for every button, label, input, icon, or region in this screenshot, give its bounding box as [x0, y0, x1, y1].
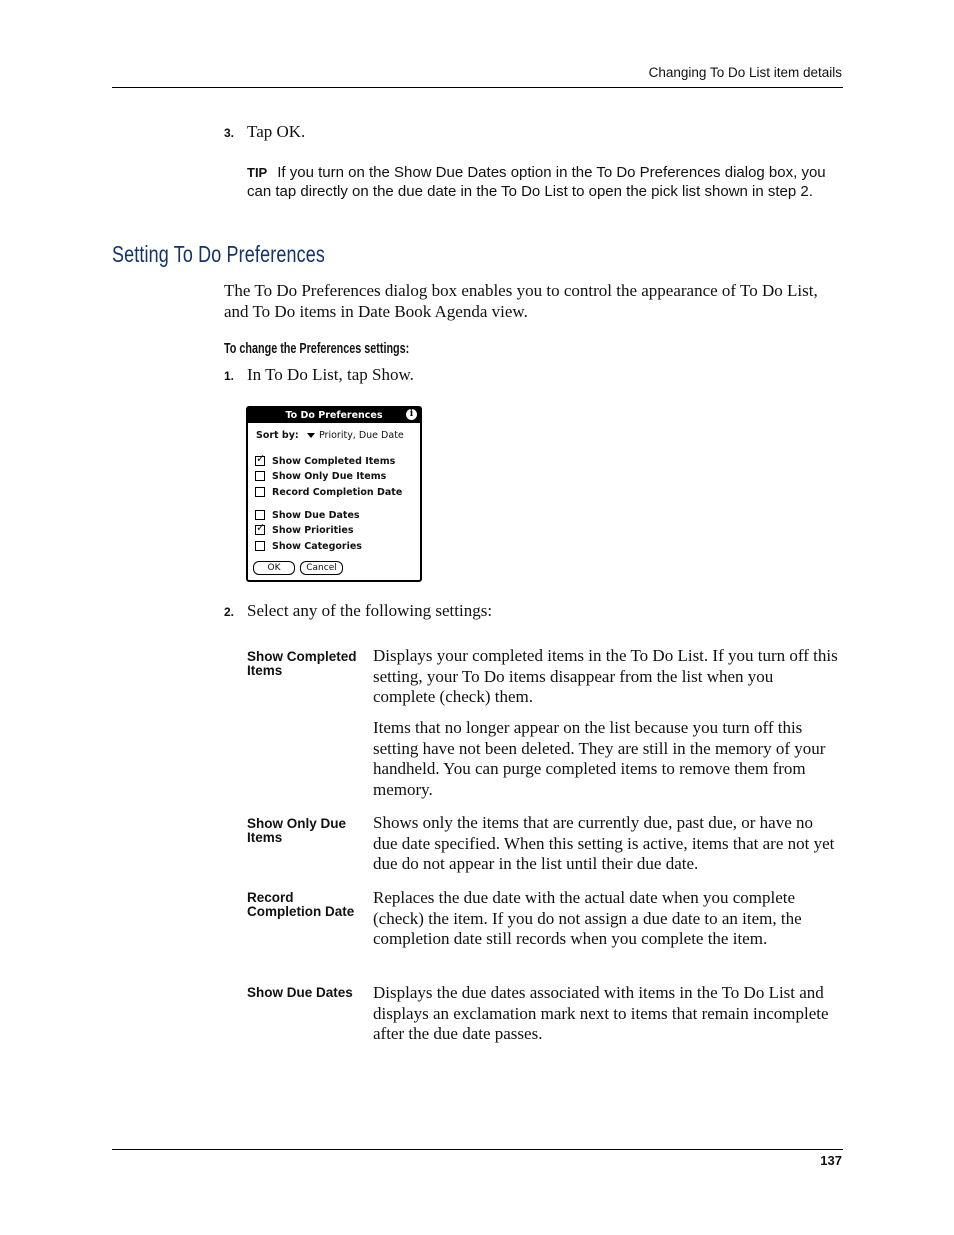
page-number: 137: [820, 1153, 842, 1168]
dropdown-triangle-icon: [307, 433, 315, 438]
setting-term: Show Completed Items: [247, 649, 357, 678]
setting-description: Displays the due dates associated with items in the To Do List and displays an exclamation mark next to items that remain incomplete after the due date passes.: [373, 983, 829, 1043]
checkbox-icon[interactable]: [255, 487, 265, 497]
tip-text: If you turn on the Show Due Dates option in the To Do Preferences dialog box, you can tap directly on the due date in the To Do List to open the pick list shown in step 2.: [247, 164, 826, 200]
checkbox-icon[interactable]: [255, 541, 265, 551]
step-3-text: Tap OK.: [247, 122, 306, 141]
step-2-number: 2.: [224, 605, 235, 619]
setting-description: Items that no longer appear on the list because you turn off this setting have not been deleted. They are still in the memory of your handheld. You can purge completed items to remove them from memory.: [373, 718, 826, 799]
checkbox-icon[interactable]: [255, 471, 265, 481]
running-header: Changing To Do List item details: [648, 65, 842, 80]
checkbox-checked-icon[interactable]: [255, 456, 265, 466]
option-label: Show Only Due Items: [272, 470, 387, 482]
step-2-text: Select any of the following settings:: [247, 601, 493, 620]
step-1-number: 1.: [224, 369, 235, 383]
header-rule: [112, 87, 843, 88]
footer-rule: [112, 1149, 843, 1150]
step-1-text: In To Do List, tap Show.: [247, 365, 414, 384]
option-label: Show Priorities: [272, 524, 354, 536]
dialog-title: To Do Preferences: [285, 410, 383, 421]
info-icon[interactable]: i: [406, 409, 417, 420]
option-label: Show Completed Items: [272, 455, 396, 467]
sort-by-select[interactable]: [307, 430, 404, 441]
tip-label: TIP: [247, 165, 268, 180]
setting-description: Shows only the items that are currently due, past due, or have no due date specified. When this setting is active, items that are not yet due do not appear in the list until their due date.: [373, 813, 835, 873]
ok-button[interactable]: OK: [253, 561, 295, 575]
setting-description: Displays your completed items in the To Do List. If you turn off this setting, your To Do items disappear from the list when you complete (check) them.: [373, 646, 838, 706]
preferences-dialog: [246, 406, 422, 582]
sort-by-value: Priority, Due Date: [319, 430, 404, 441]
option-label: Record Completion Date: [272, 486, 403, 498]
option-show-only-due-items[interactable]: [255, 470, 386, 482]
option-show-due-dates[interactable]: [255, 509, 360, 521]
option-show-priorities[interactable]: [255, 524, 353, 536]
setting-term: Record Completion Date: [247, 890, 355, 919]
option-label: Show Due Dates: [272, 509, 360, 521]
option-label: Show Categories: [272, 540, 362, 552]
checkbox-icon[interactable]: [255, 510, 265, 520]
section-intro: The To Do Preferences dialog box enables you to control the appearance of To Do List, and To Do items in Date Book Agenda view.: [224, 281, 818, 321]
dialog-title-bar: [248, 408, 420, 423]
procedure-heading: To change the Preferences settings:: [224, 340, 410, 357]
setting-term: Show Due Dates: [247, 985, 353, 1000]
option-show-completed-items[interactable]: [255, 455, 395, 467]
setting-description: Replaces the due date with the actual date when you complete (check) the item. If you do not assign a due date to an item, the completion date still records when you complete the item.: [373, 888, 802, 948]
tip-note: [247, 163, 837, 201]
section-heading: Setting To Do Preferences: [112, 241, 325, 267]
checkbox-checked-icon[interactable]: [255, 525, 265, 535]
sort-by-label: Sort by:: [256, 430, 299, 441]
cancel-button[interactable]: Cancel: [300, 561, 343, 575]
step-3-number: 3.: [224, 126, 235, 140]
setting-term: Show Only Due Items: [247, 816, 347, 845]
option-record-completion-date[interactable]: [255, 486, 402, 498]
option-show-categories[interactable]: [255, 540, 362, 552]
